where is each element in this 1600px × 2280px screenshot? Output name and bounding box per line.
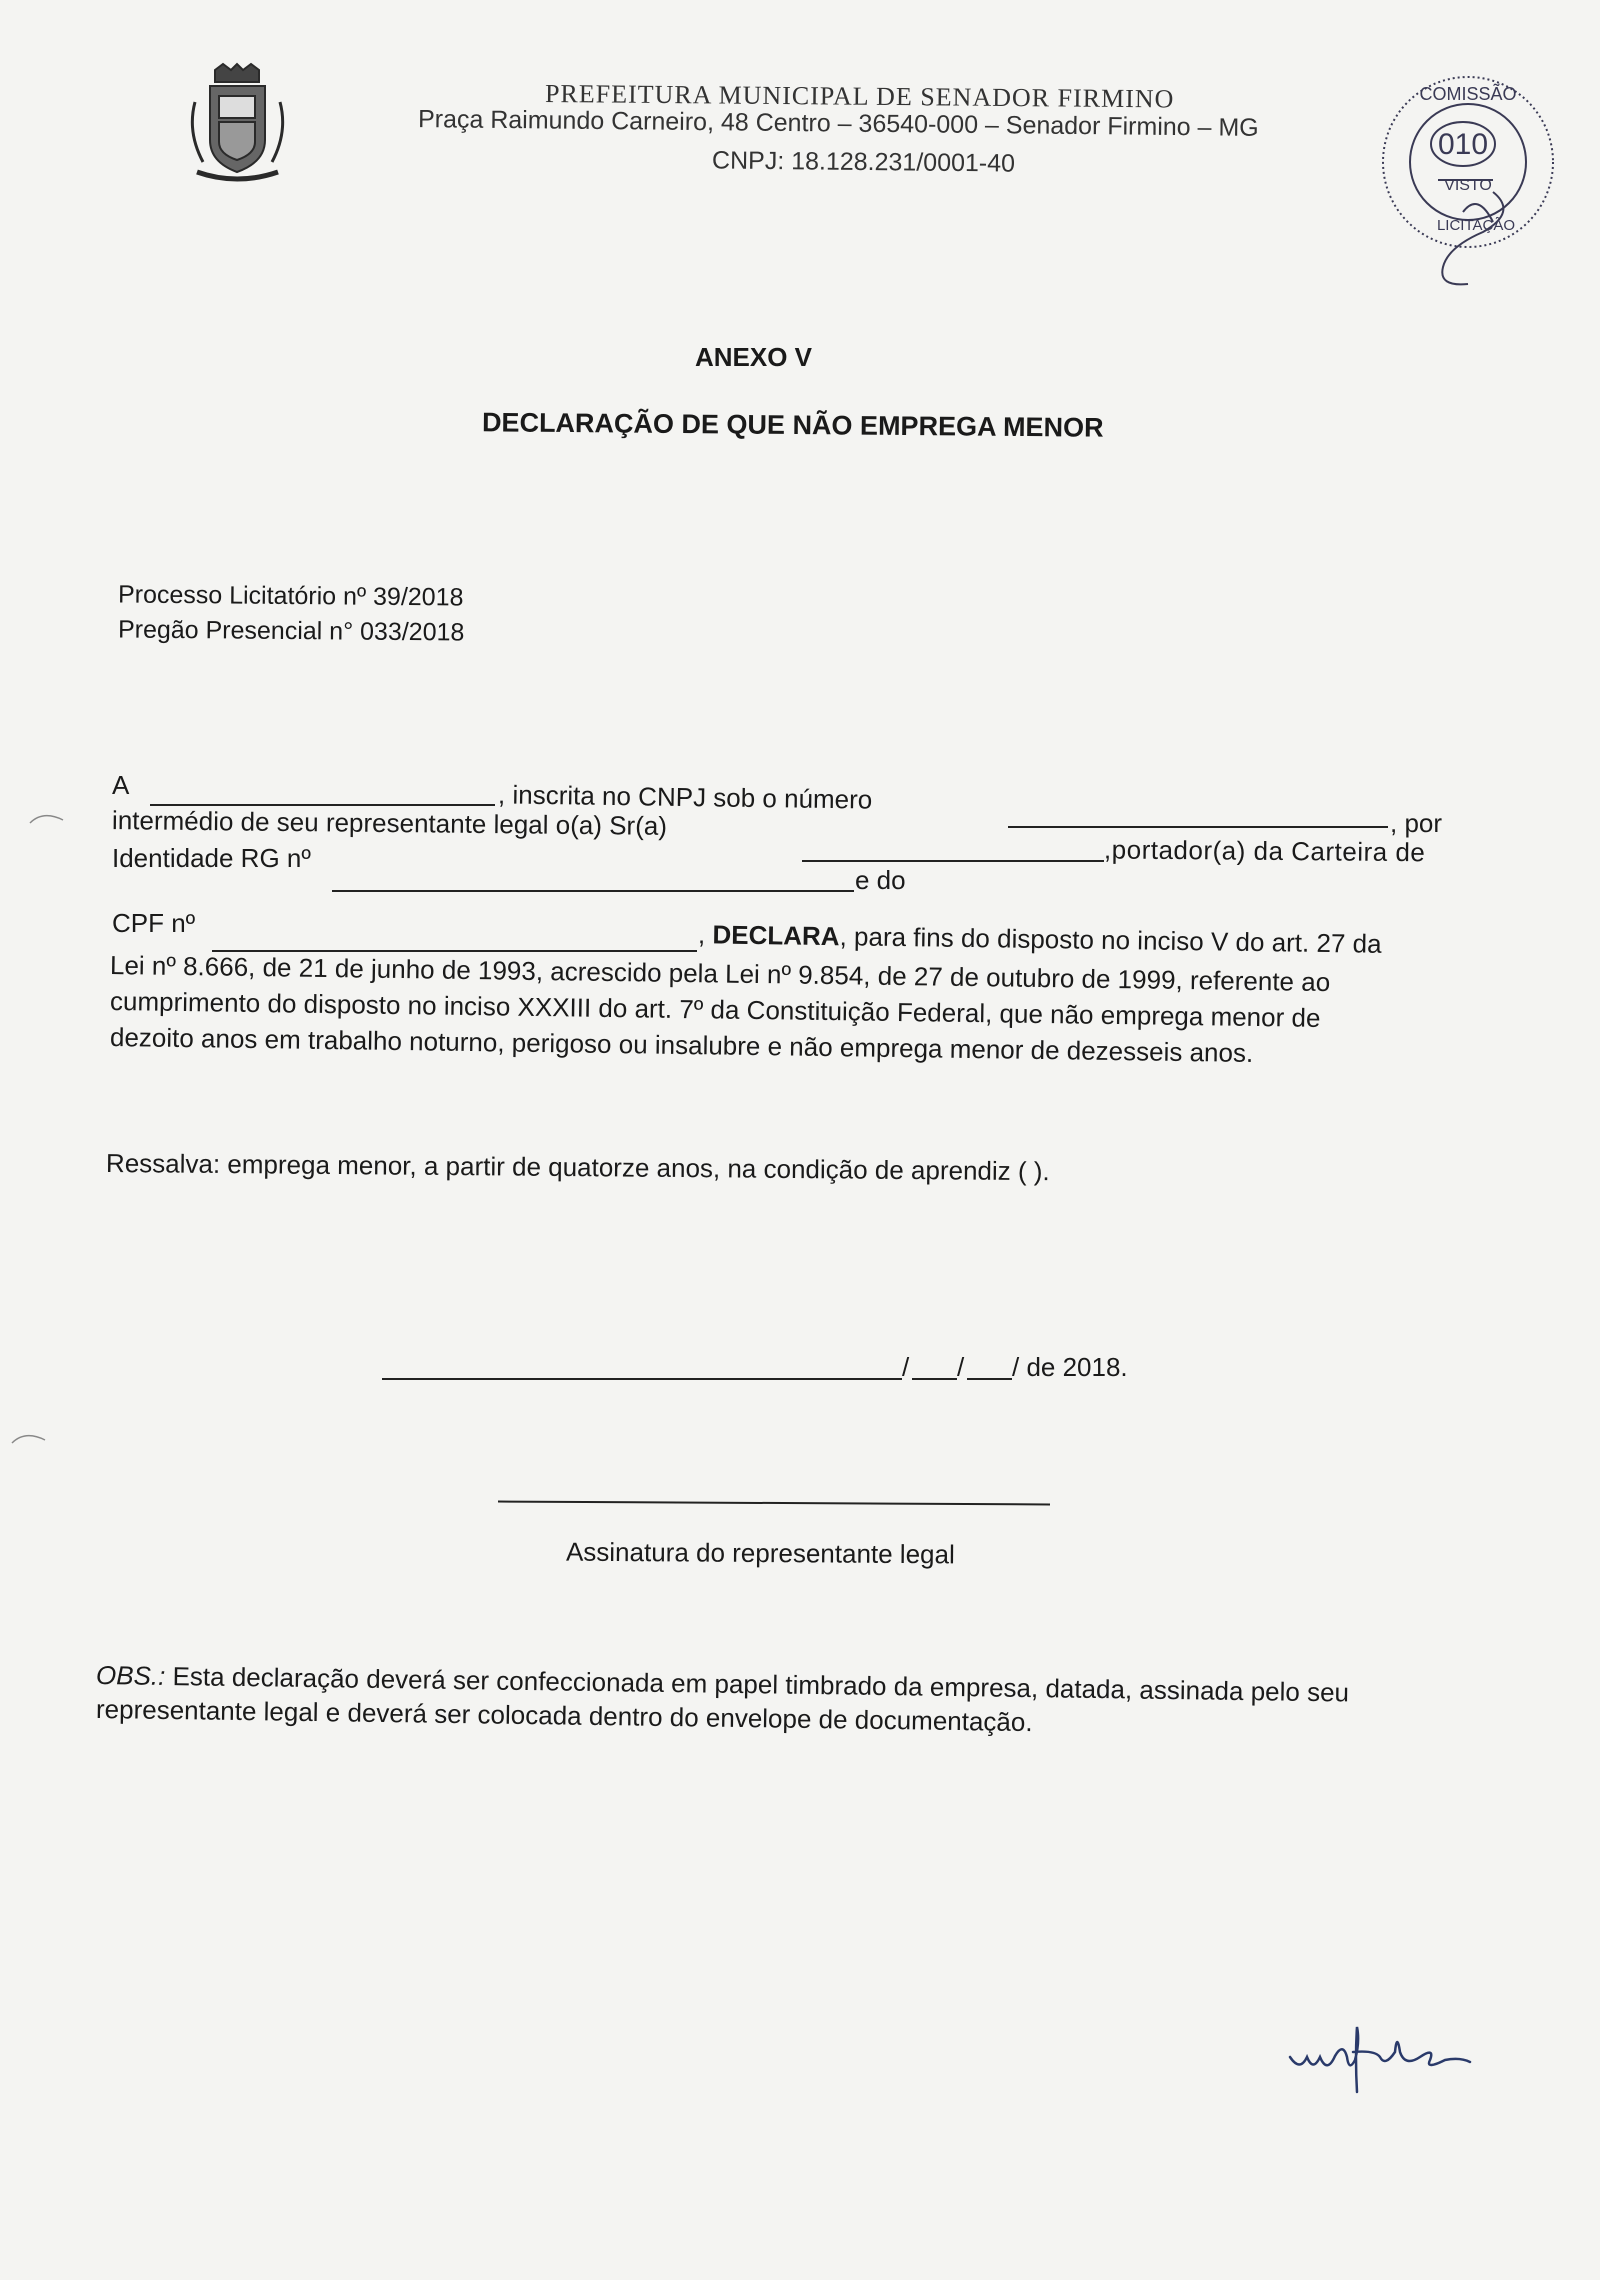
body-line-1 [112,770,129,801]
obs-line-2: representante legal e deverá ser colocada dentro do envelope de documentação. [95,1694,1033,1738]
declaration-title: DECLARAÇÃO DE QUE NÃO EMPREGA MENOR [481,407,1104,443]
day-blank [912,1378,957,1380]
margin-mark-icon [10,1428,50,1448]
body-line-5: Lei nº 8.666, de 21 de junho de 1993, acrescido pela Lei nº 9.854, de 27 de outubro de 1999, referente ao [109,950,1331,998]
body-line-1b: , inscrita no CNPJ sob o número [497,779,873,815]
stamp-top-text: COMISSÃO [1419,84,1517,104]
date-separator-1: / [902,1352,910,1382]
body-line-2: intermédio de seu representante legal o(a) Sr(a) [111,805,668,841]
representative-blank [802,838,1104,869]
body-line-7: dezoito anos em trabalho noturno, perigoso ou insalubre e não emprega menor de dezesseis anos. [109,1022,1254,1068]
stamp-number: 010 [1437,128,1489,161]
date-suffix: / de 2018. [1012,1352,1128,1382]
body-line-3a: Identidade RG nº [112,843,311,873]
municipal-crest-icon [185,62,290,187]
declara-word: DECLARA [712,919,840,952]
annex-title: ANEXO V [695,342,813,372]
cnpj-blank [1008,804,1388,835]
obs-text-1: Esta declaração deverá ser confeccionada em papel timbrado da empresa, datada, assinada pelo seu [172,1661,1350,1708]
month-blank [967,1378,1012,1380]
ressalva-text: Ressalva: emprega menor, a partir de quatorze anos, na condição de aprendiz ( ). [105,1148,1050,1187]
body-line-2b: ,portador(a) da Carteira de [1103,834,1426,868]
stamp-bottom-text: LICITAÇÃO [1436,217,1516,234]
place-date-blank [382,1378,902,1380]
body-line-4a: CPF nº [112,908,196,938]
body-line-3b: e do [855,865,906,895]
header-cnpj: CNPJ: 18.128.231/0001-40 [711,146,1016,178]
pregao-number: Pregão Presencial n° 033/2018 [117,615,465,647]
handwritten-initials-icon [1285,2012,1485,2102]
signature-line [498,1501,1050,1506]
body-line-4b: , DECLARA, para fins do disposto no inciso V do art. 27 da [697,919,1382,959]
date-separator-2: / [957,1352,965,1382]
header-address: Praça Raimundo Carneiro, 48 Centro – 36540-000 – Senador Firmino – MG [417,105,1259,142]
body-a-label: A [112,770,130,800]
commission-stamp-icon [1368,62,1558,307]
process-number: Processo Licitatório nº 39/2018 [117,580,464,612]
header-title: PREFEITURA MUNICIPAL DE SENADOR FIRMINO [544,78,1175,114]
body-line-4c: , para fins do disposto no inciso V do art. 27 da [839,921,1382,959]
body-line-6: cumprimento do disposto no inciso XXXIII do art. 7º da Constituição Federal, que não emprega menor de [109,986,1321,1033]
signature-label: Assinatura do representante legal [565,1536,955,1570]
rg-blank [332,868,854,899]
margin-mark-icon [28,808,68,828]
stamp-visto: VISTO [1444,177,1492,194]
obs-label: OBS.: [95,1660,166,1691]
body-line-1c: , por [1390,808,1443,838]
